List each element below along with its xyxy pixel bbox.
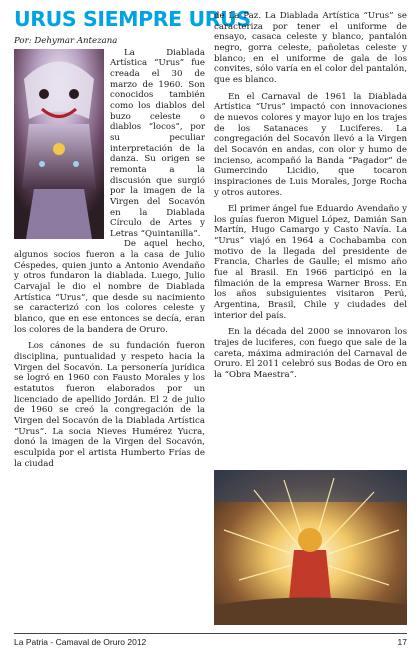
right-paragraph-3: El primer ángel fue Eduardo Avendaño y los guías fueron Miguel López, Damián San Martín, Hugo Camargo y Casto Navía. La “Urus” viajó en 1964 a Cochabamba con motivo de la llegada del presidente de Francia, Charles de Gaulle; el mismo año fue al Brasil. En 1966 participó en la filmación de la empresa Warner Bross. En los años subsiguientes visitaron Perú, Argentina, Brasil, Chile y ciudades del interior del país.	[214, 204, 407, 321]
lucifer-fireworks-photo	[214, 470, 407, 625]
right-paragraph-1: de La Paz. La Diablada Artística “Urus” se caracteriza por tener el uniforme de ensayo, casaca celeste y blanco, pantalón negro, gorra celeste, pañoletas celeste y blanco; en el uniforme de gala de los convites, sólo varía en el color del pantalón, que es blanco.	[214, 11, 407, 85]
footer-page-number: 17	[397, 637, 407, 647]
footer-publication: La Patria - Camaval de Oruro 2012	[14, 637, 147, 647]
article-title: URUS SIEMPRE URUS	[14, 7, 251, 31]
right-paragraph-2: En el Carnaval de 1961 la Diablada Artística “Urus” impactó con innovaciones de nuevos colores y mayor lujo en los trajes de los Satanaces y Luciferes. La congregación del Socavón llevó a la Virgen del Socavón en andas, con olor y humo de incienso, acompañó la Banda “Pagador” de Gumercindo Licidio, que tocaron inspiraciones de Luis Morales, Jorge Rocha y otros autores.	[214, 91, 407, 198]
left-paragraph-3: Los cánones de su fundación fueron disciplina, puntualidad y respeto hacia la Virgen del Socavón. La personería jurídica se logró en 1960 con Fausto Morales y los estatutos fueron elaborados por un licenciado de apellido Jordán. El 2 de julio de 1960 se creó la congregación de la Virgen del Socavón de la Diablada Artística “Urus”. La socia Nieves Humérez Yucra, donó la imagen de la Virgen del Socavón, esculpida por el artista Humberto Frías de la ciudad	[14, 341, 205, 469]
diablo-dancer-photo	[14, 49, 104, 239]
left-paragraph-1: La Diablada Artística “Urus” fue creada el 30 de marzo de 1960. Son conocidos también como los diablos del buzo celeste o diablos “locos”, por su peculiar interpretación de la danza. Su origen se remonta a la discusión que surgió por la imagen de la Virgen del Socavón en la Diablada Círculo de Artes y Letras “Quintanilla”.	[110, 47, 205, 239]
left-paragraph-2: De aquel hecho, algunos socios fueron a la casa de Julio Céspedes, quien junto a Antonio Avendaño y otros fundaron la diablada. Luego, Julio Carvajal le dio el nombre de Diablada Artística “Urus”, que desde su nacimiento se caracterizó con los colores celeste y blanco, que en ese entonces se decía, eran los colores de la bandera de Oruro.	[14, 239, 205, 335]
page-footer	[14, 633, 407, 647]
right-column	[214, 11, 407, 381]
left-column	[14, 0, 251, 469]
right-paragraph-4: En la década del 2000 se innovaron los trajes de luciferes, con fuego que sale de la careta, máxima admiración del Carnaval de Oruro. El 2011 celebró sus Bodas de Oro en la “Obra Maestra”.	[214, 327, 407, 380]
article-author: Por: Dehymar Antezana	[14, 36, 118, 46]
